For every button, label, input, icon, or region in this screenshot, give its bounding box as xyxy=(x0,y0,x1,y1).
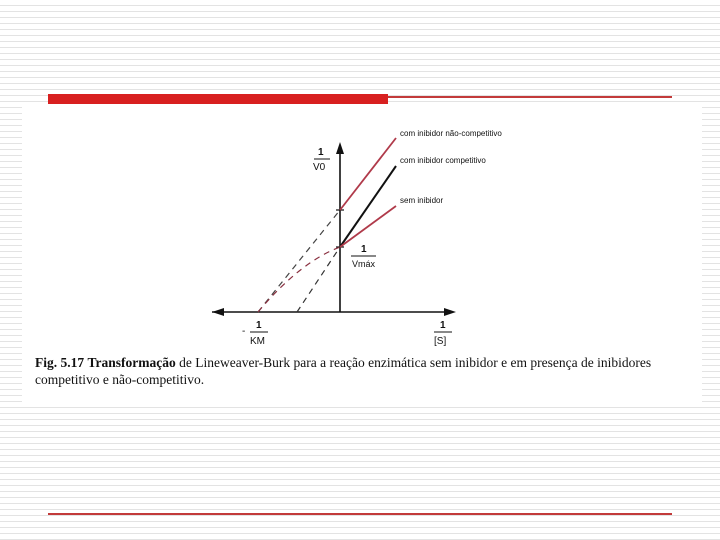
noncompetitive-line xyxy=(340,138,396,210)
competitive-line xyxy=(340,166,396,247)
figure-caption xyxy=(35,354,695,388)
x-intercept-label-denominator: KM xyxy=(250,336,265,347)
caption-title-word: Transformação xyxy=(87,355,176,370)
uninhibited-line xyxy=(340,206,396,247)
uninhibited-extrapolation xyxy=(258,247,340,312)
figure-number: Fig. 5.17 xyxy=(35,355,85,370)
x-axis-arrow-left xyxy=(212,308,224,316)
x-intercept-label-sign: - xyxy=(242,326,246,337)
x-intercept-label-numerator: 1 xyxy=(256,320,262,331)
y-intercept-label-numerator: 1 xyxy=(361,244,367,255)
y-axis-label-numerator: 1 xyxy=(318,147,324,158)
y-axis-arrow-up xyxy=(336,142,344,154)
y-axis-label-denominator: V0 xyxy=(313,162,326,173)
x-axis-label-numerator: 1 xyxy=(440,320,446,331)
x-axis-label-denominator: [S] xyxy=(434,336,447,347)
caption-text: de Lineweaver-Burk para a reação enzimática sem inibidor e em presença de inibidores competitivo e não-competitivo. xyxy=(35,355,652,387)
y-intercept-label-denominator: Vmáx xyxy=(352,259,376,269)
x-axis-arrow-right xyxy=(444,308,456,316)
competitive-label: com inibidor competitivo xyxy=(400,156,486,165)
competitive-extrapolation xyxy=(297,247,340,312)
uninhibited-label: sem inibidor xyxy=(400,196,444,205)
bottom-divider-line xyxy=(48,513,672,515)
noncompetitive-label: com inibidor não-competitivo xyxy=(400,129,502,138)
noncompetitive-extrapolation xyxy=(258,210,340,312)
